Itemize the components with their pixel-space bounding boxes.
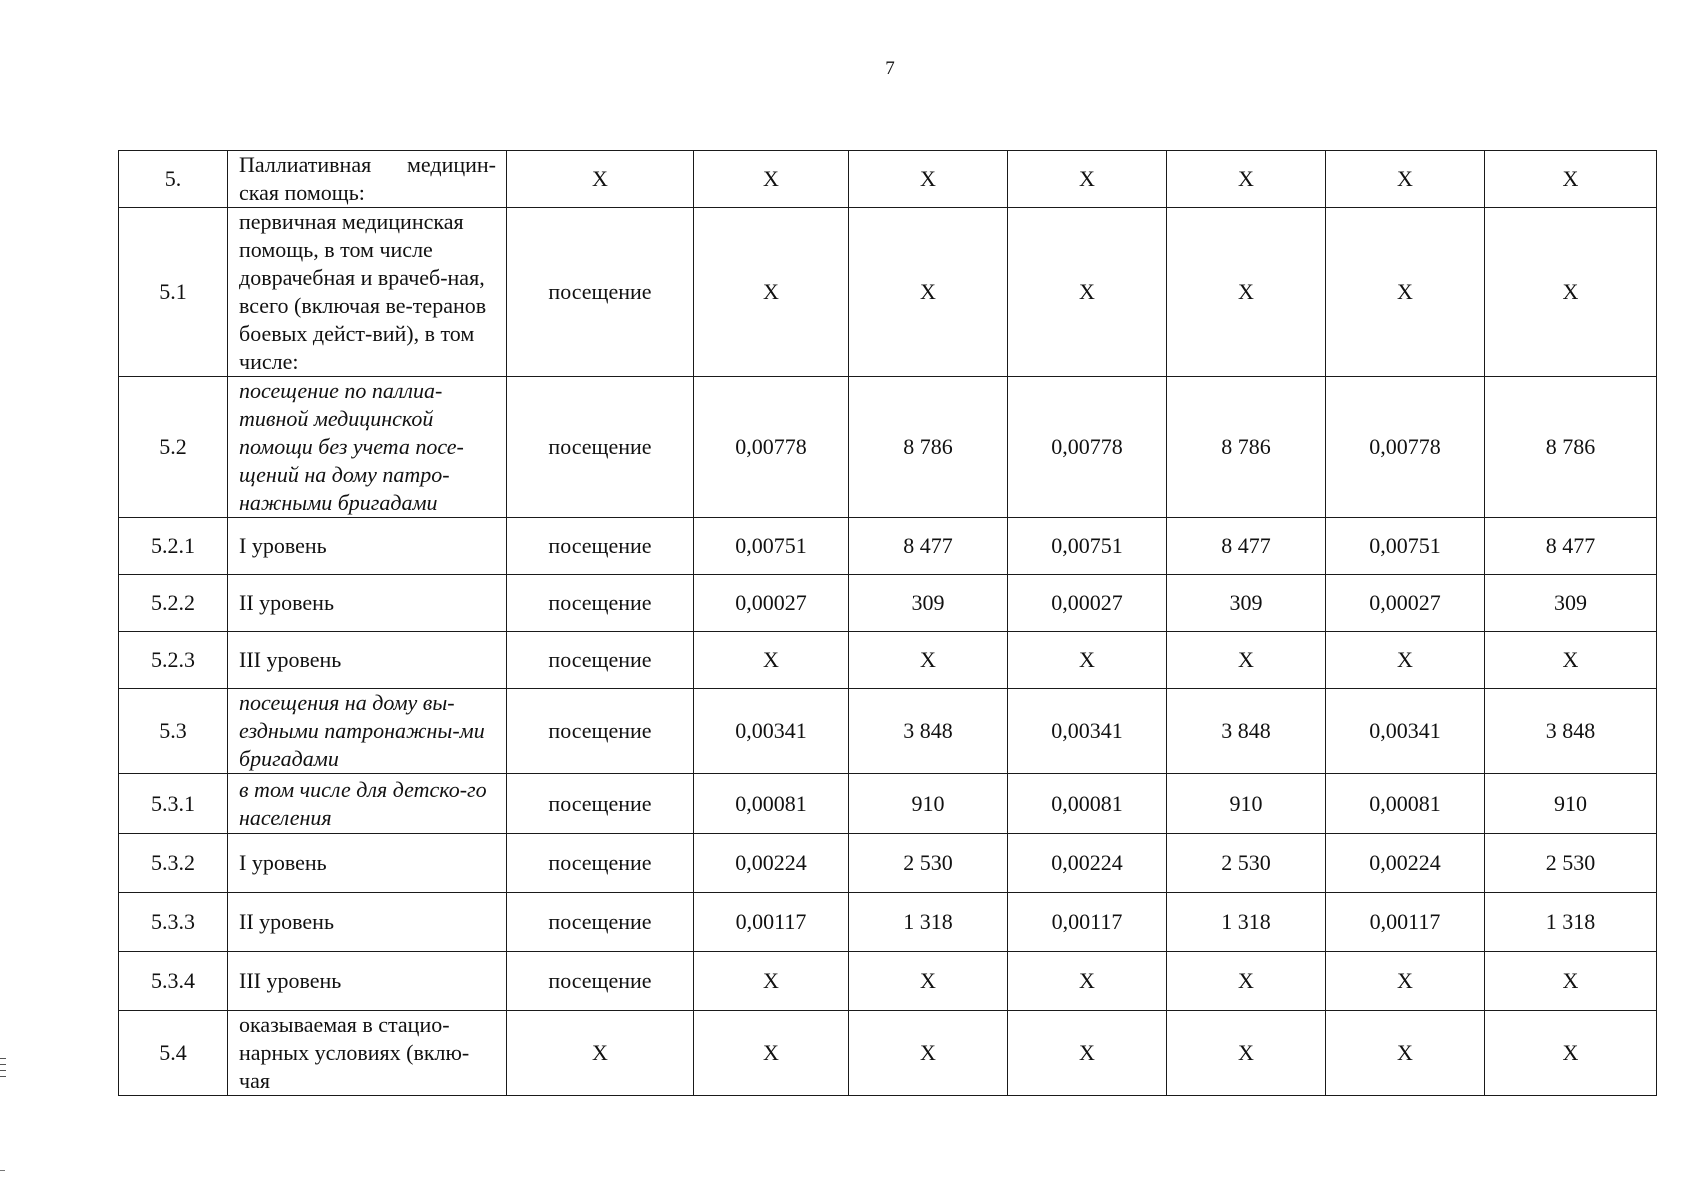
- value-cell: 910: [1167, 774, 1326, 834]
- value-cell: 0,00751: [1326, 518, 1485, 575]
- value-cell: Х: [1326, 1011, 1485, 1096]
- value-cell: Х: [849, 208, 1008, 377]
- value-cell: Х: [1326, 952, 1485, 1011]
- value-cell: Х: [1008, 151, 1167, 208]
- value-cell: 910: [1485, 774, 1657, 834]
- value-cell: Х: [1485, 1011, 1657, 1096]
- value-cell: 8 786: [849, 377, 1008, 518]
- value-cell: Х: [694, 952, 849, 1011]
- value-cell: 2 530: [1485, 834, 1657, 893]
- row-name: III уровень: [228, 632, 507, 689]
- row-number: 5.: [119, 151, 228, 208]
- value-cell: 0,00081: [694, 774, 849, 834]
- value-cell: 0,00224: [1326, 834, 1485, 893]
- value-cell: 0,00341: [1008, 689, 1167, 774]
- row-unit: посещение: [507, 893, 694, 952]
- value-cell: 3 848: [1485, 689, 1657, 774]
- value-cell: 1 318: [849, 893, 1008, 952]
- value-cell: Х: [1326, 632, 1485, 689]
- value-cell: Х: [1008, 952, 1167, 1011]
- value-cell: 0,00027: [694, 575, 849, 632]
- value-cell: 0,00027: [1008, 575, 1167, 632]
- value-cell: Х: [694, 632, 849, 689]
- value-cell: 2 530: [1167, 834, 1326, 893]
- row-name: I уровень: [228, 518, 507, 575]
- row-number: 5.3: [119, 689, 228, 774]
- table-row: [119, 377, 1657, 518]
- row-name: оказываемая в стацио-нарных условиях (вклю-чая: [228, 1011, 507, 1096]
- margin-tick: [0, 1064, 6, 1065]
- value-cell: 8 477: [1167, 518, 1326, 575]
- row-name: II уровень: [228, 575, 507, 632]
- norms-table: [118, 150, 1657, 1096]
- value-cell: 8 477: [1485, 518, 1657, 575]
- table-row: [119, 1011, 1657, 1096]
- row-number: 5.3.4: [119, 952, 228, 1011]
- row-number: 5.2.1: [119, 518, 228, 575]
- value-cell: 8 786: [1485, 377, 1657, 518]
- scan-margin-dot: [0, 1170, 5, 1171]
- row-name: Паллиативная медицин-ская помощь:: [228, 151, 507, 208]
- row-unit: посещение: [507, 834, 694, 893]
- row-unit: Х: [507, 151, 694, 208]
- value-cell: 0,00751: [1008, 518, 1167, 575]
- row-unit: посещение: [507, 575, 694, 632]
- row-number: 5.2: [119, 377, 228, 518]
- row-name: в том числе для детско-го населения: [228, 774, 507, 834]
- row-name: первичная медицинская помощь, в том числе доврачебная и врачеб-ная, всего (включая ве-теранов боевых дейст-вий), в том числе:: [228, 208, 507, 377]
- row-unit: посещение: [507, 632, 694, 689]
- value-cell: 910: [849, 774, 1008, 834]
- row-name: посещения на дому вы-ездными патронажны-ми бригадами: [228, 689, 507, 774]
- value-cell: Х: [849, 151, 1008, 208]
- row-name: посещение по паллиа-тивной медицинской помощи без учета посе-щений на дому патро-нажными бригадами: [228, 377, 507, 518]
- row-number: 5.3.3: [119, 893, 228, 952]
- value-cell: Х: [694, 208, 849, 377]
- value-cell: Х: [1167, 1011, 1326, 1096]
- value-cell: 3 848: [849, 689, 1008, 774]
- page-number: 7: [885, 58, 895, 79]
- row-number: 5.1: [119, 208, 228, 377]
- table-row: [119, 952, 1657, 1011]
- row-unit: посещение: [507, 774, 694, 834]
- value-cell: Х: [1008, 208, 1167, 377]
- value-cell: 0,00751: [694, 518, 849, 575]
- margin-tick: [0, 1070, 6, 1071]
- value-cell: 0,00117: [1008, 893, 1167, 952]
- value-cell: 0,00027: [1326, 575, 1485, 632]
- table-row: [119, 518, 1657, 575]
- value-cell: 0,00778: [694, 377, 849, 518]
- value-cell: Х: [1485, 151, 1657, 208]
- row-number: 5.3.2: [119, 834, 228, 893]
- row-number: 5.2.3: [119, 632, 228, 689]
- value-cell: Х: [694, 1011, 849, 1096]
- value-cell: Х: [1326, 151, 1485, 208]
- row-name: I уровень: [228, 834, 507, 893]
- value-cell: 1 318: [1167, 893, 1326, 952]
- value-cell: 2 530: [849, 834, 1008, 893]
- value-cell: 0,00778: [1326, 377, 1485, 518]
- value-cell: 0,00117: [1326, 893, 1485, 952]
- value-cell: Х: [849, 952, 1008, 1011]
- value-cell: 0,00224: [1008, 834, 1167, 893]
- value-cell: 1 318: [1485, 893, 1657, 952]
- row-number: 5.4: [119, 1011, 228, 1096]
- value-cell: 309: [849, 575, 1008, 632]
- row-number: 5.3.1: [119, 774, 228, 834]
- table-row: [119, 208, 1657, 377]
- value-cell: Х: [694, 151, 849, 208]
- value-cell: Х: [1167, 952, 1326, 1011]
- table-row: [119, 834, 1657, 893]
- row-number: 5.2.2: [119, 575, 228, 632]
- table-row: [119, 151, 1657, 208]
- value-cell: 8 477: [849, 518, 1008, 575]
- row-unit: посещение: [507, 689, 694, 774]
- value-cell: Х: [1008, 1011, 1167, 1096]
- value-cell: 0,00341: [694, 689, 849, 774]
- value-cell: Х: [849, 1011, 1008, 1096]
- value-cell: 309: [1167, 575, 1326, 632]
- value-cell: 0,00081: [1326, 774, 1485, 834]
- value-cell: 0,00224: [694, 834, 849, 893]
- value-cell: Х: [1326, 208, 1485, 377]
- table-row: [119, 632, 1657, 689]
- row-unit: посещение: [507, 952, 694, 1011]
- value-cell: Х: [1485, 208, 1657, 377]
- value-cell: 0,00081: [1008, 774, 1167, 834]
- scan-margin-marks: [0, 1058, 6, 1082]
- value-cell: 309: [1485, 575, 1657, 632]
- value-cell: Х: [849, 632, 1008, 689]
- value-cell: 8 786: [1167, 377, 1326, 518]
- value-cell: Х: [1167, 151, 1326, 208]
- row-unit: посещение: [507, 518, 694, 575]
- value-cell: Х: [1485, 632, 1657, 689]
- row-unit: посещение: [507, 208, 694, 377]
- value-cell: Х: [1485, 952, 1657, 1011]
- table-row: [119, 689, 1657, 774]
- value-cell: Х: [1008, 632, 1167, 689]
- row-name: III уровень: [228, 952, 507, 1011]
- row-unit: посещение: [507, 377, 694, 518]
- value-cell: 0,00778: [1008, 377, 1167, 518]
- value-cell: Х: [1167, 208, 1326, 377]
- row-unit: Х: [507, 1011, 694, 1096]
- margin-tick: [0, 1058, 6, 1059]
- value-cell: 3 848: [1167, 689, 1326, 774]
- value-cell: Х: [1167, 632, 1326, 689]
- value-cell: 0,00117: [694, 893, 849, 952]
- table-row: [119, 774, 1657, 834]
- table-row: [119, 575, 1657, 632]
- table-row: [119, 893, 1657, 952]
- value-cell: 0,00341: [1326, 689, 1485, 774]
- row-name: II уровень: [228, 893, 507, 952]
- margin-tick: [0, 1076, 6, 1077]
